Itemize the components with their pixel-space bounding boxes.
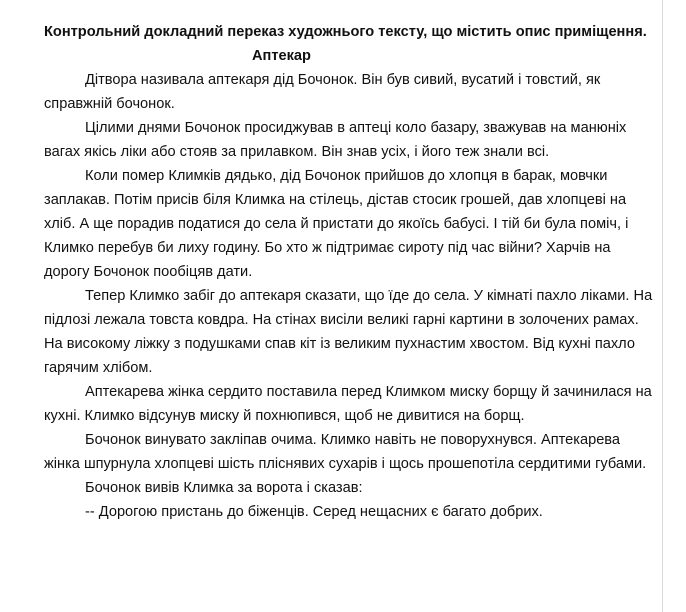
paragraph-5: Аптекарева жінка сердито поставила перед Климком миску борщу й зачинилася на кухні. Климко відсунув миску й похнюпився, щоб не дивитися на борщ. xyxy=(44,384,652,424)
paragraph-8: -- Дорогою пристань до біженців. Серед нещасних є багато добрих. xyxy=(85,504,543,520)
paragraph-3: Коли помер Климків дядько, дід Бочонок прийшов до хлопця в барак, мовчки заплакав. Потім присів біля Климка на стілець, дістав стосик грошей, дав хлопцеві на хліб. А ще порадив податися до села й пристати до якоїсь бабусі. І тій би була поміч, і Климко перебув би лиху годину. Бо хто ж підтримає сироту під час війни? Харчів на дорогу Бочонок пообіцяв дати. xyxy=(44,168,629,280)
page-edge-divider xyxy=(662,0,663,612)
document-body xyxy=(44,20,656,524)
document-heading: Контрольний докладний переказ художнього тексту, що містить опис приміщення. xyxy=(44,24,647,40)
paragraph-1: Дітвора називала аптекаря дід Бочонок. Він був сивий, вусатий і товстий, як справжній бочонок. xyxy=(44,72,601,112)
paragraph-7: Бочонок вивів Климка за ворота і сказав: xyxy=(85,480,363,496)
paragraph-6: Бочонок винувато закліпав очима. Климко навіть не поворухнувся. Аптекарева жінка шпурнула хлопцеві шість пліснявих сухарів і щось прошепотіла сердитими губами. xyxy=(44,432,647,472)
paragraph-2: Цілими днями Бочонок просиджував в аптеці коло базару, зважував на манюніх вагах якісь ліки або стояв за прилавком. Він знав усіх, і його теж знали всі. xyxy=(44,120,627,160)
story-title: Аптекар xyxy=(252,48,311,64)
paragraph-4: Тепер Климко забіг до аптекаря сказати, що їде до села. У кімнаті пахло ліками. На підлозі лежала товста ковдра. На стінах висіли великі гарні картини в золочених рамах. На високому ліжку з подушками спав кіт із великим пухнастим хвостом. Від кухні пахло гарячим хлібом. xyxy=(44,288,653,376)
